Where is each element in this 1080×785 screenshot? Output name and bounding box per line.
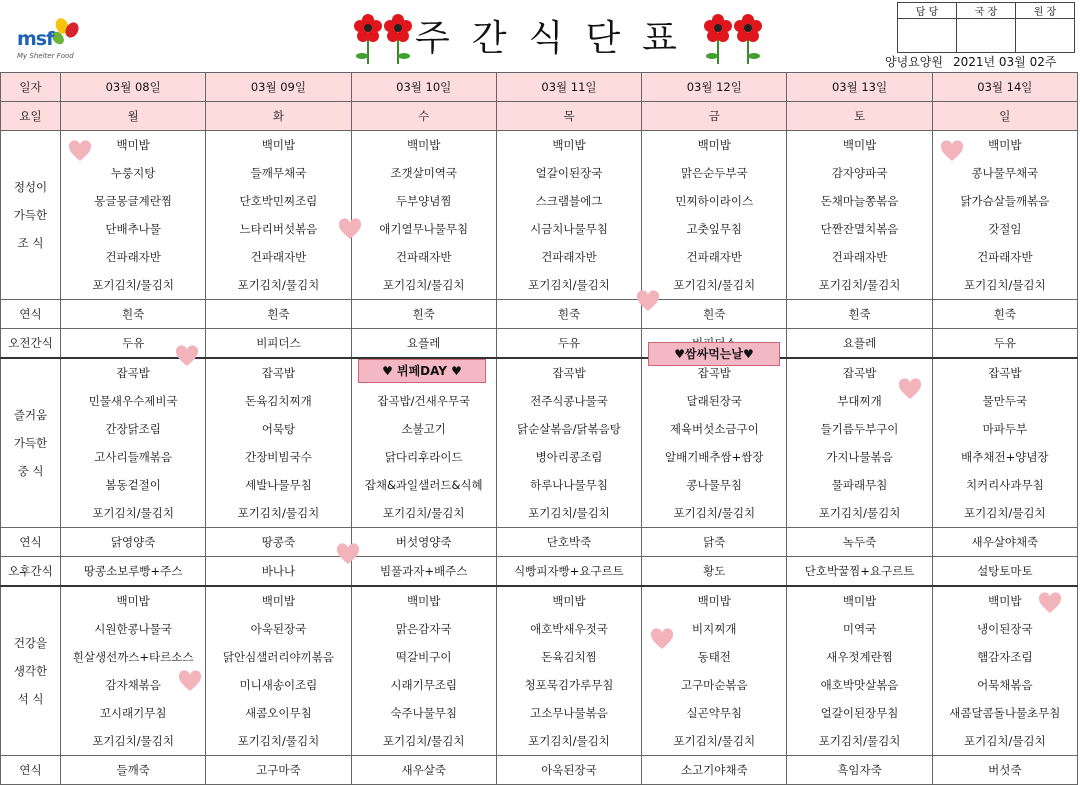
flowers-right-icon (700, 6, 770, 66)
snack-cell: 빔풀과자+배주스 (351, 557, 496, 587)
menu-item: 포기김치/물김치 (237, 506, 320, 520)
menu-item: 포기김치/물김치 (382, 506, 465, 520)
menu-item: 단호박민찌조림 (239, 194, 318, 208)
porridge-cell: 닭영양죽 (61, 528, 206, 557)
snack-cell: 두유 (932, 329, 1077, 359)
menu-item: 갓절임 (988, 222, 1022, 236)
porridge-cell: 닭죽 (642, 528, 787, 557)
section-label-line: 가득한 (13, 208, 48, 222)
menu-item: 감자양파국 (831, 166, 888, 180)
porridge-cell: 흰죽 (932, 300, 1077, 329)
menu-item: 청포묵김가루무침 (524, 678, 614, 692)
event-badge: ♥ 뷔페DAY ♥ (358, 359, 486, 383)
menu-item: 아욱된장국 (250, 622, 307, 636)
meal-cell (351, 358, 496, 528)
menu-item: 햄감자조림 (977, 650, 1033, 664)
menu-item: 백미밥 (261, 138, 296, 152)
menu-item: 새우젓계란찜 (826, 650, 893, 664)
menu-item: 잡곡밥/건새우무국 (377, 394, 471, 408)
meal-cell (61, 358, 206, 528)
menu-item: 백미밥 (988, 594, 1022, 608)
menu-item: 백미밥 (697, 594, 731, 608)
heart-icon (68, 140, 92, 164)
menu-item: 포기김치/물김치 (92, 734, 174, 748)
menu-item: 고소무나물볶음 (530, 706, 608, 720)
porridge-cell: 들깨죽 (61, 756, 206, 785)
porridge-cell: 흰죽 (61, 300, 206, 329)
menu-item: 잡곡밥 (261, 366, 296, 380)
menu-item: 포기김치/물김치 (964, 278, 1046, 292)
date-label: 일자 (1, 73, 61, 102)
section-label-line: 가득한 (13, 436, 48, 450)
menu-item: 소불고기 (401, 422, 446, 436)
porridge-label: 연식 (1, 756, 61, 785)
section-label-line: 즐거움 (13, 408, 48, 422)
menu-item: 봄동겉절이 (105, 478, 161, 492)
menu-item: 전주식콩나물국 (530, 394, 608, 408)
menu-item: 백미밥 (842, 594, 877, 608)
porridge-cell: 버섯영양죽 (351, 528, 496, 557)
menu-item: 닭순살볶음/닭볶음탕 (517, 422, 621, 436)
menu-item: 미역국 (842, 622, 877, 636)
menu-item: 건파래자반 (395, 250, 452, 264)
weekday-cell: 화 (206, 102, 351, 131)
menu-item: 미니새송이조림 (239, 678, 318, 692)
porridge-cell: 새우살야채죽 (932, 528, 1077, 557)
menu-item: 세발나물무침 (245, 478, 312, 492)
snack-cell: 요플레 (351, 329, 496, 359)
signature-slot[interactable] (1016, 19, 1075, 53)
menu-item: 돈육김치찜 (541, 650, 597, 664)
snack-cell: 두유 (496, 329, 641, 359)
menu-item: 두부양념찜 (395, 194, 452, 208)
menu-item: 건파래자반 (831, 250, 888, 264)
menu-item: 고구마순볶음 (680, 678, 748, 692)
section-label-line: 석 식 (17, 692, 44, 706)
menu-item: 애호박새우젓국 (530, 622, 608, 636)
menu-item: 포기김치/물김치 (237, 734, 320, 748)
meal-cell (496, 358, 641, 528)
section-label-line: 건강을 (13, 636, 48, 650)
menu-item: 백미밥 (407, 138, 441, 152)
porridge-cell: 흰죽 (642, 300, 787, 329)
menu-item: 포기김치/물김치 (382, 278, 465, 292)
weekday-cell: 토 (787, 102, 932, 131)
menu-item: 단짠잔멸치볶음 (820, 222, 899, 236)
porridge-cell: 단호박죽 (496, 528, 641, 557)
weekday-cell: 금 (642, 102, 787, 131)
menu-item: 비지찌개 (692, 622, 737, 636)
dinner-label (1, 586, 61, 756)
menu-item: 포기김치/물김치 (818, 278, 901, 292)
menu-item: 포기김치/물김치 (528, 506, 610, 520)
meal-cell (206, 131, 351, 300)
menu-item: 냉이된장국 (977, 622, 1033, 636)
menu-item: 어묵탕 (261, 422, 296, 436)
menu-item: 시금치나물무침 (530, 222, 608, 236)
menu-item: 포기김치/물김치 (673, 734, 756, 748)
menu-item: 백미밥 (407, 594, 441, 608)
date-cell: 03월 08일 (61, 73, 206, 102)
section-label-line: 중 식 (17, 464, 44, 478)
date-cell: 03월 13일 (787, 73, 932, 102)
menu-item: 시원한콩나물국 (94, 622, 173, 636)
date-cell: 03월 10일 (351, 73, 496, 102)
meal-cell (206, 586, 351, 756)
menu-item: 백미밥 (116, 138, 150, 152)
snack-cell: 식빵피자빵+요구르트 (496, 557, 641, 587)
menu-item: 병아리콩조림 (535, 450, 603, 464)
heart-icon (940, 140, 964, 164)
menu-item: 건파래자반 (105, 250, 161, 264)
porridge-cell: 흰죽 (351, 300, 496, 329)
menu-item: 치커리사과무침 (965, 478, 1044, 492)
menu-item: 콩나물무채국 (971, 166, 1039, 180)
menu-item: 새콤달콤돌나물초무침 (949, 706, 1061, 720)
signature-slot[interactable] (957, 19, 1016, 53)
menu-item: 얼갈이된장무침 (820, 706, 899, 720)
flowers-left-icon (350, 6, 420, 66)
snack-cell: 바나나 (206, 557, 351, 587)
snack-cell: 요플레 (787, 329, 932, 359)
approval-label: 원 장 (1016, 3, 1075, 19)
meal-cell (351, 586, 496, 756)
menu-item: 포기김치/물김치 (528, 734, 610, 748)
heart-icon (178, 670, 202, 694)
meal-cell (642, 131, 787, 300)
menu-item: 포기김치/물김치 (92, 506, 174, 520)
lunch-label (1, 358, 61, 528)
menu-item: 애기열무나물무침 (379, 222, 469, 236)
menu-item: 포기김치/물김치 (818, 734, 901, 748)
menu-item: 백미밥 (116, 594, 150, 608)
date-cell: 03월 11일 (496, 73, 641, 102)
menu-item: 달래된장국 (686, 394, 743, 408)
snack-cell: 두유 (61, 329, 206, 359)
menu-item: 건파래자반 (541, 250, 597, 264)
menu-item: 잡곡밥 (552, 366, 586, 380)
menu-item: 느타리버섯볶음 (239, 222, 318, 236)
event-badge: ♥쌈싸먹는날♥ (648, 342, 780, 366)
approval-box (897, 2, 1075, 53)
meal-cell (642, 586, 787, 756)
menu-item: 물파래무침 (831, 478, 888, 492)
porridge-cell: 버섯죽 (932, 756, 1077, 785)
msf-logo (14, 14, 84, 64)
menu-item: 건파래자반 (686, 250, 743, 264)
menu-item: 포기김치/물김치 (673, 506, 756, 520)
snack-cell: 비피더스 (206, 329, 351, 359)
menu-item: 돈채마늘쫑볶음 (820, 194, 899, 208)
menu-item: 백미밥 (842, 138, 877, 152)
porridge-label: 연식 (1, 300, 61, 329)
meal-cell (351, 131, 496, 300)
menu-item: 떡갈비구이 (395, 650, 452, 664)
porridge-cell: 흰죽 (206, 300, 351, 329)
menu-item: 숙주나물무침 (390, 706, 458, 720)
heart-icon (338, 218, 362, 242)
weekday-cell: 일 (932, 102, 1077, 131)
menu-item: 고사리들깨볶음 (94, 450, 173, 464)
approval-label: 국 장 (957, 3, 1016, 19)
date-cell: 03월 14일 (932, 73, 1077, 102)
menu-item: 얼갈이된장국 (535, 166, 603, 180)
menu-item: 하루나나물무침 (530, 478, 608, 492)
meal-cell (206, 358, 351, 528)
menu-item: 시래기무조림 (390, 678, 458, 692)
menu-item: 실곤약무침 (686, 706, 743, 720)
menu-item: 몽글몽글계란찜 (94, 194, 173, 208)
date-cell: 03월 09일 (206, 73, 351, 102)
menu-item: 부대찌개 (837, 394, 882, 408)
menu-item: 포기김치/물김치 (528, 278, 610, 292)
meal-cell (932, 358, 1077, 528)
porridge-cell: 흑임자죽 (787, 756, 932, 785)
heart-icon (336, 543, 360, 567)
menu-item: 간장닭조림 (105, 422, 161, 436)
menu-item: 애호박맛살볶음 (820, 678, 899, 692)
porridge-cell: 새우살죽 (351, 756, 496, 785)
menu-item: 백미밥 (697, 138, 731, 152)
menu-item: 포기김치/물김치 (92, 278, 174, 292)
meal-cell (787, 586, 932, 756)
afternoon-snack-label: 오후간식 (1, 557, 61, 587)
menu-item: 포기김치/물김치 (964, 734, 1046, 748)
weekday-label: 요일 (1, 102, 61, 131)
menu-item: 맑은감자국 (395, 622, 452, 636)
sub-info (885, 53, 1066, 70)
porridge-cell: 고구마죽 (206, 756, 351, 785)
logo-subtext: My Shelter Food (17, 52, 74, 60)
menu-item: 잡곡밥 (116, 366, 150, 380)
menu-item: 흰살생선까스+타르소스 (72, 650, 194, 664)
menu-item: 어묵채볶음 (977, 678, 1033, 692)
meal-cell (496, 131, 641, 300)
meal-cell (496, 586, 641, 756)
menu-item: 잡곡밥 (842, 366, 877, 380)
menu-item: 백미밥 (552, 138, 586, 152)
snack-cell: 황도 (642, 557, 787, 587)
snack-cell: 땅콩소보루빵+주스 (61, 557, 206, 587)
menu-item: 꼬시래기무침 (99, 706, 167, 720)
menu-item: 스크램블에그 (535, 194, 603, 208)
menu-item: 감자채볶음 (105, 678, 161, 692)
menu-item: 물만두국 (982, 394, 1028, 408)
breakfast-label (1, 131, 61, 300)
logo-text: msf (17, 28, 54, 50)
menu-item: 알배기배추쌈+쌈장 (665, 450, 764, 464)
menu-item: 돈육김치찌개 (245, 394, 312, 408)
menu-item: 포기김치/물김치 (818, 506, 901, 520)
menu-item: 마파두부 (982, 422, 1028, 436)
menu-item: 잡곡밥 (697, 366, 731, 380)
approval-label: 담 당 (898, 3, 957, 19)
heart-icon (898, 378, 922, 402)
menu-item: 간장비빔국수 (245, 450, 312, 464)
porridge-cell: 소고기야채죽 (642, 756, 787, 785)
porridge-cell: 땅콩죽 (206, 528, 351, 557)
menu-item: 콩나물무침 (686, 478, 743, 492)
menu-table (0, 72, 1078, 785)
period: 2021년 03월 02주 (952, 55, 1057, 69)
menu-item: 잡채&과일샐러드&식혜 (364, 478, 483, 492)
menu-item: 누룽지탕 (110, 166, 156, 180)
section-label-line: 생각한 (13, 664, 48, 678)
porridge-label: 연식 (1, 528, 61, 557)
page-title: 주간식단표 (415, 18, 699, 59)
menu-item: 백미밥 (261, 594, 296, 608)
signature-slot[interactable] (898, 19, 957, 53)
menu-item: 고춧잎무침 (686, 222, 743, 236)
menu-item: 백미밥 (552, 594, 586, 608)
menu-item: 민물새우수제비국 (88, 394, 178, 408)
menu-item: 포기김치/물김치 (673, 278, 756, 292)
date-cell: 03월 12일 (642, 73, 787, 102)
weekday-cell: 목 (496, 102, 641, 131)
menu-item: 닭가슴살들깨볶음 (960, 194, 1050, 208)
menu-item: 닭안심샐러리야끼볶음 (222, 650, 334, 664)
porridge-cell: 흰죽 (496, 300, 641, 329)
menu-item: 민찌하이라이스 (675, 194, 754, 208)
menu-item: 건파래자반 (977, 250, 1033, 264)
snack-cell: 설탕토마토 (932, 557, 1077, 587)
meal-cell (642, 358, 787, 528)
heart-icon (1038, 592, 1062, 616)
porridge-cell: 흰죽 (787, 300, 932, 329)
meal-cell (787, 131, 932, 300)
morning-snack-label: 오전간식 (1, 329, 61, 359)
section-label-line: 정성이 (13, 180, 48, 194)
menu-item: 배추채전+양념장 (961, 450, 1049, 464)
heart-icon (636, 290, 660, 314)
menu-item: 단배추나물 (105, 222, 161, 236)
menu-item: 닭다리후라이드 (384, 450, 463, 464)
snack-cell: 단호박꿀찜+요구르트 (787, 557, 932, 587)
facility-name: 양녕요양원 (885, 55, 943, 69)
porridge-cell: 아욱된장국 (496, 756, 641, 785)
menu-item: 잡곡밥 (988, 366, 1022, 380)
menu-item: 포기김치/물김치 (382, 734, 465, 748)
porridge-cell: 녹두죽 (787, 528, 932, 557)
menu-item: 건파래자반 (250, 250, 307, 264)
heart-icon (650, 628, 674, 652)
menu-item: 백미밥 (988, 138, 1022, 152)
menu-item: 제육버섯소금구이 (669, 422, 759, 436)
menu-item: 포기김치/물김치 (964, 506, 1046, 520)
section-label-line: 조 식 (17, 236, 44, 250)
menu-item: 조갯살미역국 (390, 166, 458, 180)
heart-icon (175, 345, 199, 369)
weekday-cell: 수 (351, 102, 496, 131)
menu-item: 가지나물볶음 (826, 450, 893, 464)
menu-item: 맑은순두부국 (680, 166, 748, 180)
weekday-cell: 월 (61, 102, 206, 131)
menu-item: 포기김치/물김치 (237, 278, 320, 292)
menu-item: 동태전 (697, 650, 731, 664)
menu-item: 새콤오이무침 (245, 706, 312, 720)
menu-item: 들깨무채국 (250, 166, 307, 180)
menu-item: 들기름두부구이 (820, 422, 899, 436)
